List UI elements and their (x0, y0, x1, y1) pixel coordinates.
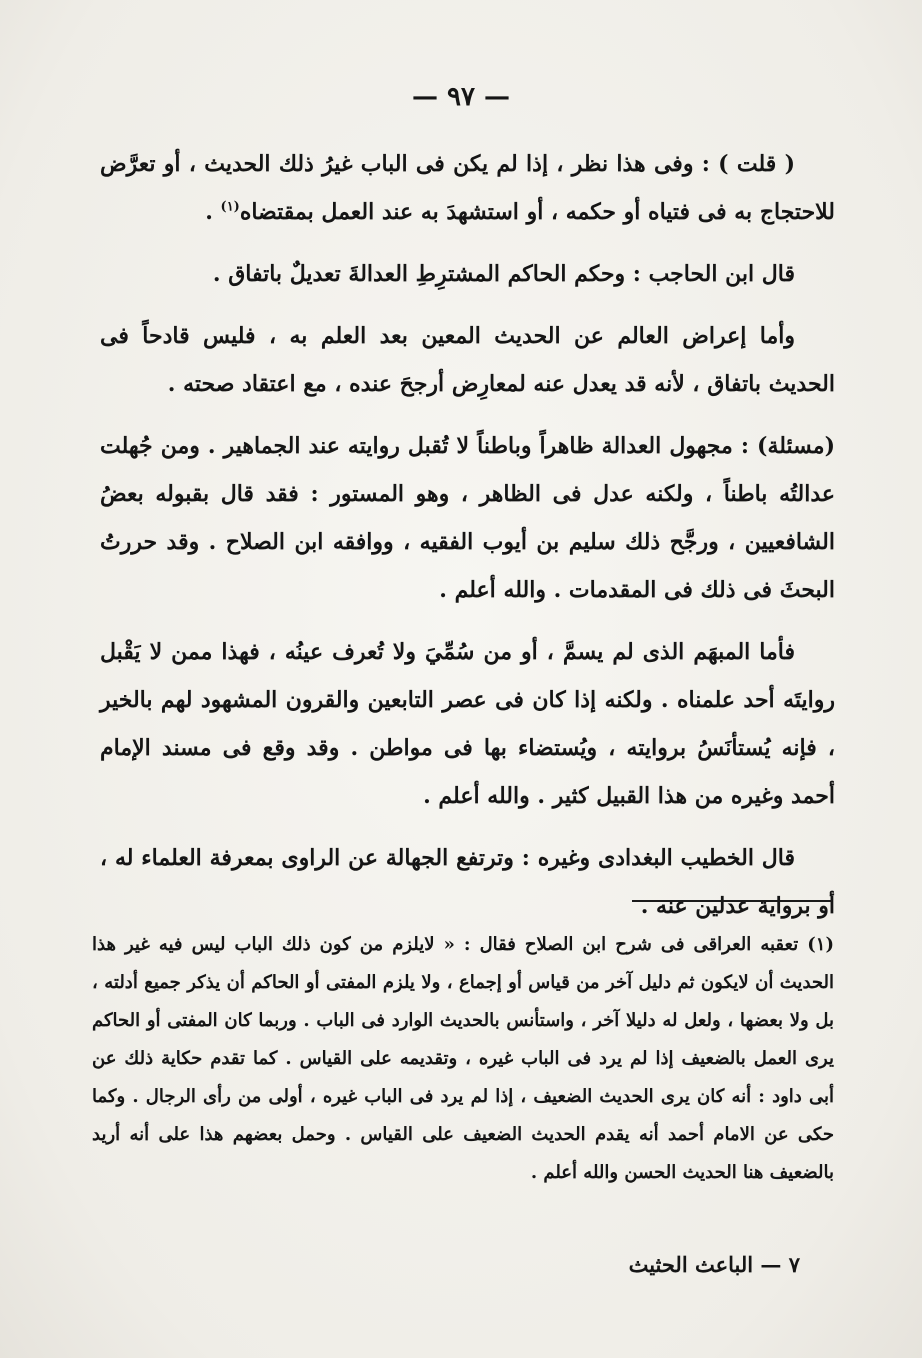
paragraph: فأما المبهَم الذى لم يسمَّ ، أو من سُمِّيَ ولا تُعرف عينُه ، فهذا ممن لا يَقْبل روايتَه أحد علمناه . ولكنه إذا كان فى عصر التابعين والقرون المشهود لهم بالخير ، فإنه يُستأنَسُ بروايته ، ويُستضاء بها فى مواطن . وقد وقع فى مسند الإمام أحمد وغيره من هذا القبيل كثير . والله أعلم . (100, 639, 835, 809)
paragraph: قال الخطيب البغدادى وغيره : وترتفع الجهالة عن الراوى بمعرفة العلماء له ، أو برواية عدلين عنه . (100, 845, 835, 919)
page-footer: ٧ — الباعث الحثيث (628, 1252, 800, 1277)
footnote: (١) تعقبه العراقى فى شرح ابن الصلاح فقال : « لايلزم من كون ذلك الباب ليس فيه غير هذا الحديث أن لايكون ثم دليل آخر من قياس أو إجماع ، ولا يلزم المفتى أو الحاكم أن يذكر جميع أدلته ، بل ولا بعضها ، ولعل له دليلا آخر ، واستأنس بالحديث الوارد فى الباب . وربما كان المفتى أو الحاكم يرى العمل بالضعيف إذا لم يرد فى الباب غيره ، وتقديمه على القياس . كما تقدم حكاية ذلك عن أبى داود : أنه كان يرى الحديث الضعيف ، إذا لم يرد فى الباب غيره ، أولى من رأى الرجال . وكما حكى عن الامام أحمد أنه يقدم الحديث الضعيف على القياس . وحمل بعضهم هذا على أنه أريد بالضعيف هنا الحديث الحسن والله أعلم . (92, 934, 834, 1183)
footnotes (92, 926, 834, 1192)
paragraph: ( قلت ) : وفى هذا نظر ، إذا لم يكن فى الباب غيرُ ذلك الحديث ، أو تعرَّض للاحتجاج به فى فتياه أو حكمه ، أو استشهدَ به عند العمل بمقتضاه$^{(١)}$ . (100, 151, 835, 225)
footnote-reference: (١) (220, 199, 240, 215)
paragraph: قال ابن الحاجب : وحكم الحاكم المشترِطِ العدالةَ تعديلٌ باتفاق . (212, 261, 795, 287)
page-number: — ٩٧ — (411, 82, 511, 112)
paragraph: (مسئلة) : مجهول العدالة ظاهراً وباطناً لا تُقبل روايته عند الجماهير . ومن جُهلت عدالتُه باطناً ، ولكنه عدل فى الظاهر ، وهو المستور : فقد قال بقبوله بعضُ الشافعيين ، ورجَّح ذلك سليم بن أيوب الفقيه ، ووافقه ابن الصلاح . وقد حررتُ البحثَ فى ذلك فى المقدمات . والله أعلم . (100, 433, 835, 603)
footnote-divider (632, 900, 832, 902)
main-text (100, 140, 835, 944)
paragraph: وأما إعراض العالم عن الحديث المعين بعد العلم به ، فليس قادحاً فى الحديث باتفاق ، لأنه قد يعدل عنه لمعارِض أرجحَ عنده ، مع اعتقاد صحته . (100, 323, 835, 397)
